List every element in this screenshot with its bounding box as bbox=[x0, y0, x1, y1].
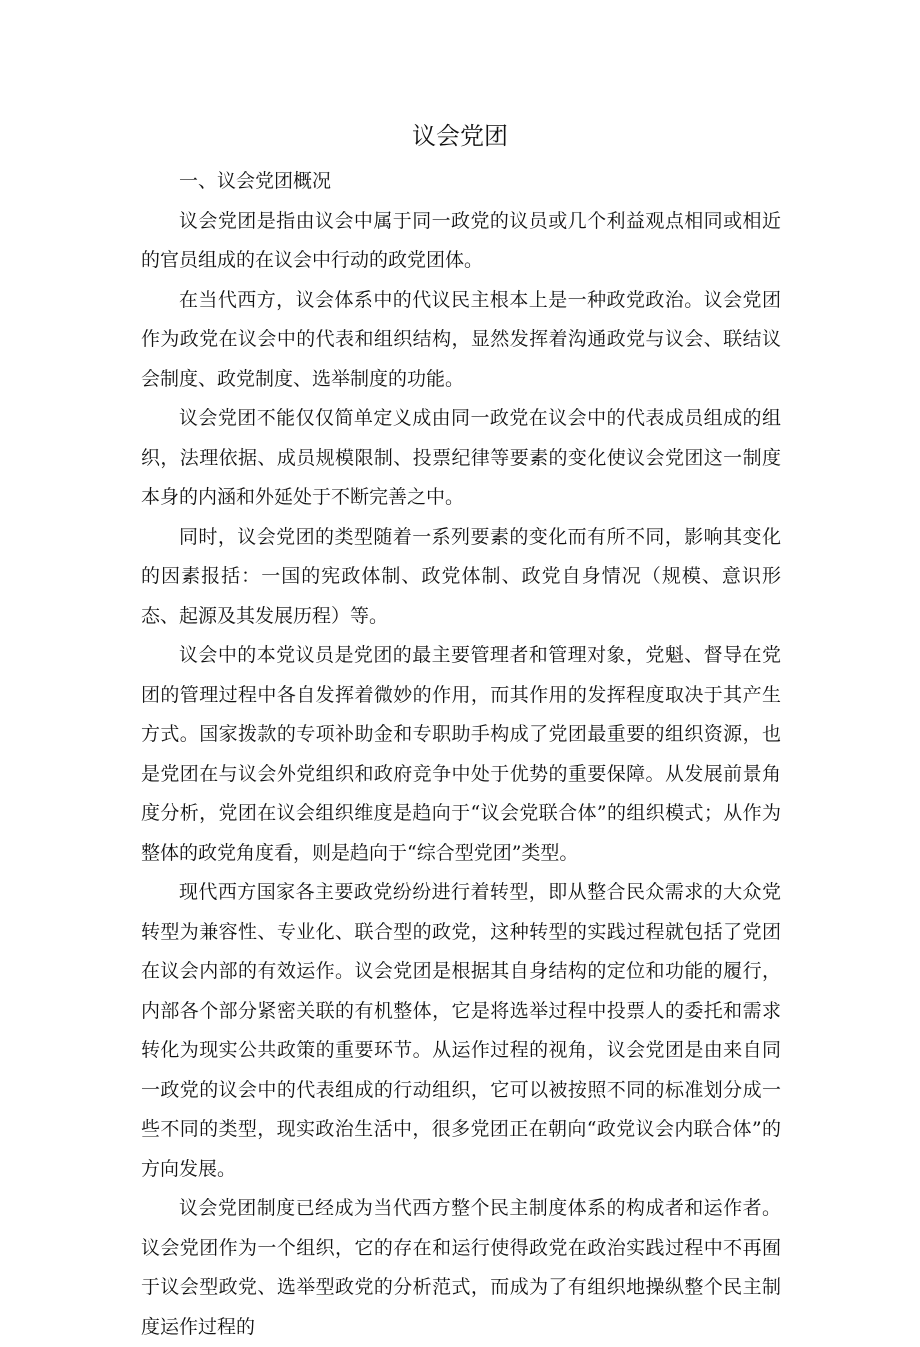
paragraph: 议会党团是指由议会中属于同一政党的议员或几个利益观点相同或相近的官员组成的在议会中行动的政党团体。 bbox=[141, 209, 781, 271]
document-body bbox=[141, 162, 781, 1347]
paragraph: 同时，议会党团的类型随着一系列要素的变化而有所不同，影响其变化的因素报括：一国的宪政体制、政党体制、政党自身情况（规模、意识形态、起源及其发展历程）等。 bbox=[141, 525, 781, 627]
paragraph: 现代西方国家各主要政党纷纷进行着转型，即从整合民众需求的大众党转型为兼容性、专业化、联合型的政党，这种转型的实践过程就包括了党团在议会内部的有效运作。议会党团是根据其自身结构的定位和功能的履行，内部各个部分紧密关联的有机整体，它是将选举过程中投票人的委托和需求转化为现实公共政策的重要环节。从运作过程的视角，议会党团是由来自同一政党的议会中的代表组成的行动组织，它可以被按照不同的标准划分成一些不同的类型，现实政治生活中，很多党团正在朝向“政党议会内联合体”的方向发展。 bbox=[141, 881, 781, 1180]
paragraph: 议会中的本党议员是党团的最主要管理者和管理对象，党魁、督导在党团的管理过程中各自发挥着微妙的作用，而其作用的发挥程度取决于其产生方式。国家拨款的专项补助金和专职助手构成了党团最重要的组织资源，也是党团在与议会外党组织和政府竞争中处于优势的重要保障。从发展前景角度分析，党团在议会组织维度是趋向于“议会党联合体”的组织模式；从作为整体的政党角度看，则是趋向于“综合型党团”类型。 bbox=[141, 644, 781, 864]
paragraph: 在当代西方，议会体系中的代议民主根本上是一种政党政治。议会党团作为政党在议会中的代表和组织结构，显然发挥着沟通政党与议会、联结议会制度、政党制度、选举制度的功能。 bbox=[141, 288, 781, 390]
section-heading: 一、议会党团概况 bbox=[179, 170, 332, 192]
document-title: 议会党团 bbox=[412, 122, 508, 150]
paragraph: 议会党团不能仅仅简单定义成由同一政党在议会中的代表成员组成的组织，法理依据、成员规模限制、投票纪律等要素的变化使议会党团这一制度本身的内涵和外延处于不断完善之中。 bbox=[141, 407, 781, 508]
paragraph: 议会党团制度已经成为当代西方整个民主制度体系的构成者和运作者。议会党团作为一个组织，它的存在和运行使得政党在政治实践过程中不再囿于议会型政党、选举型政党的分析范式，而成为了有组织地操纵整个民主制度运作过程的 bbox=[141, 1197, 781, 1338]
